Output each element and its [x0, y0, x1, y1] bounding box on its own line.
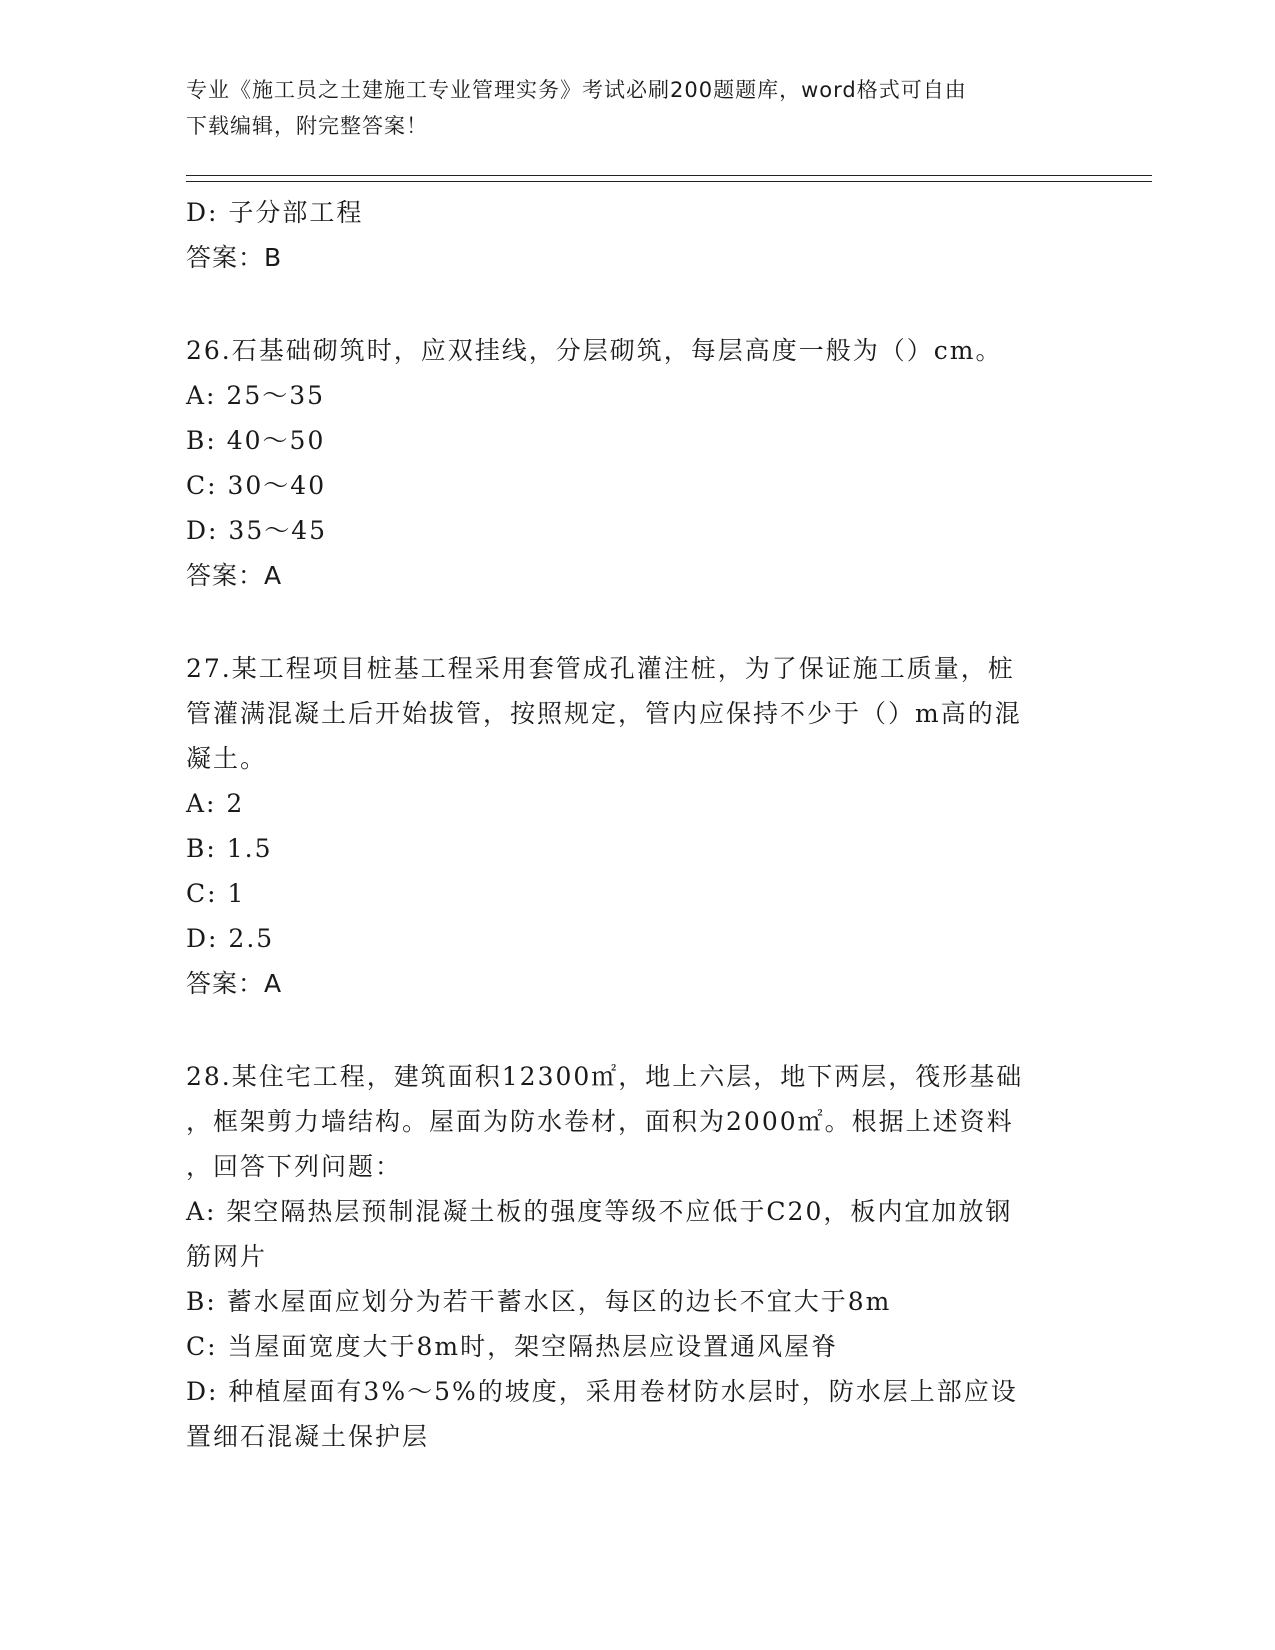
- option-b: B: 蓄水屋面应划分为若干蓄水区，每区的边长不宜大于8m: [186, 1287, 892, 1316]
- document-body: [186, 190, 1086, 1459]
- previous-question-tail: [186, 190, 1086, 280]
- header-line-1: 专业《施工员之土建施工专业管理实务》考试必刷200题题库，word格式可自由: [186, 78, 967, 102]
- spacer: [186, 1006, 1086, 1054]
- option-c: C: 30～40: [186, 471, 327, 500]
- question-27: [186, 646, 1086, 1006]
- question-stem-line: 管灌满混凝土后开始拔管，按照规定，管内应保持不少于（）m高的混: [186, 699, 1022, 728]
- option-d: D: 种植屋面有3%～5%的坡度，采用卷材防水层时，防水层上部应设: [186, 1377, 1018, 1406]
- question-26: [186, 328, 1086, 598]
- header-rule-bottom: [186, 181, 1152, 182]
- answer: 答案：B: [186, 243, 283, 272]
- answer: 答案：A: [186, 969, 283, 998]
- option-a: A: 2: [186, 789, 245, 818]
- option-c: C: 当屋面宽度大于8m时，架空隔热层应设置通风屋脊: [186, 1332, 839, 1361]
- option-b: B: 40～50: [186, 426, 326, 455]
- option-d: D: 子分部工程: [186, 198, 364, 227]
- question-stem-line: ，框架剪力墙结构。屋面为防水卷材，面积为2000㎡。根据上述资料: [186, 1107, 1014, 1136]
- question-stem-line: 27.某工程项目桩基工程采用套管成孔灌注桩，为了保证施工质量，桩: [186, 654, 1015, 683]
- header-line-2: 下载编辑，附完整答案！: [186, 114, 428, 138]
- header-rule-top: [186, 175, 1152, 176]
- option-a: A: 架空隔热层预制混凝土板的强度等级不应低于C20，板内宜加放钢: [186, 1197, 1013, 1226]
- question-28: [186, 1054, 1086, 1459]
- option-b: B: 1.5: [186, 834, 273, 863]
- option-d: D: 35～45: [186, 516, 328, 545]
- option-d-continued: 置细石混凝土保护层: [186, 1422, 430, 1451]
- question-stem: 26.石基础砌筑时，应双挂线，分层砌筑，每层高度一般为（）cm。: [186, 336, 1003, 365]
- spacer: [186, 280, 1086, 328]
- option-a: A: 25～35: [186, 381, 326, 410]
- page-header: [186, 72, 1066, 144]
- option-a-continued: 筋网片: [186, 1242, 268, 1271]
- question-stem-line: ，回答下列问题：: [186, 1152, 403, 1181]
- question-stem-line: 凝土。: [186, 744, 268, 773]
- answer: 答案：A: [186, 561, 283, 590]
- option-c: C: 1: [186, 879, 246, 908]
- option-d: D: 2.5: [186, 924, 275, 953]
- spacer: [186, 598, 1086, 646]
- question-stem-line: 28.某住宅工程，建筑面积12300㎡，地上六层，地下两层，筏形基础: [186, 1062, 1024, 1091]
